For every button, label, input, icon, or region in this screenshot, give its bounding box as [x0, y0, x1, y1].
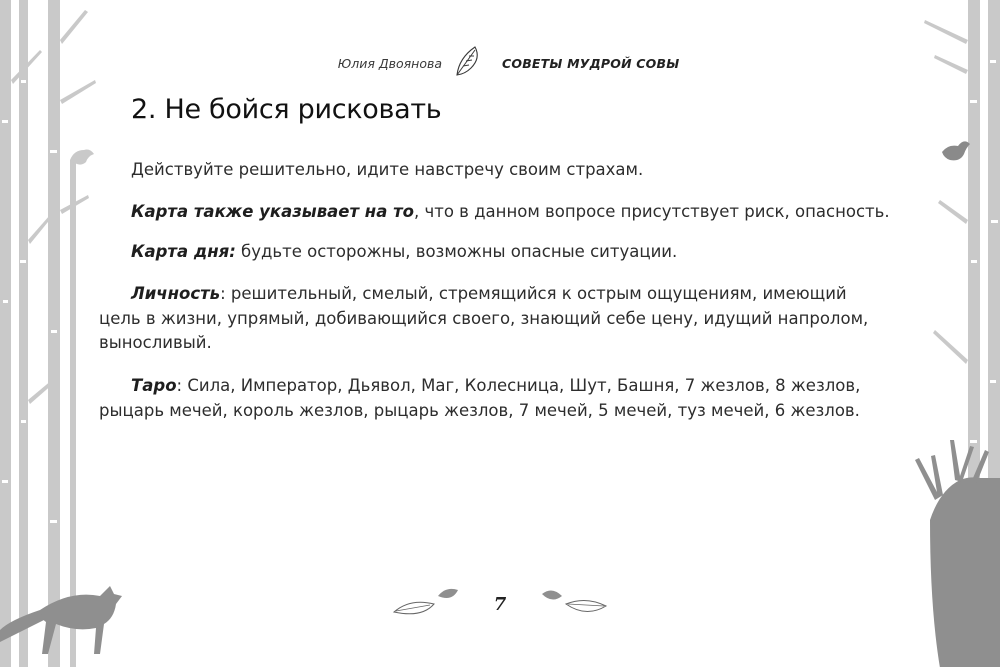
paragraph-2-text: , что в данном вопросе присутствует риск, опасность.: [413, 202, 890, 221]
paragraph-2-label: Карта также указывает на то: [131, 202, 414, 221]
paragraph-1-text: Действуйте решительно, идите навстречу своим страхам.: [131, 160, 644, 179]
paragraph-5-label: Таро: [131, 376, 177, 395]
book-title: СОВЕТЫ МУДРОЙ СОВЫ: [502, 56, 680, 71]
running-header: [0, 52, 1000, 76]
paragraph-5-line-1-text: : Сила, Император, Дьявол, Маг, Колесница, Шут, Башня, 7 жезлов, 8 жезлов,: [176, 376, 861, 395]
section-title: 2. Не бойся рисковать: [131, 94, 442, 125]
paragraph-4-line-2: цель в жизни, упрямый, добивающийся своего, знающий себе цену, идущий напролом,: [99, 308, 869, 328]
paragraph-5-line-1: [99, 374, 903, 399]
paragraph-1: [131, 158, 903, 183]
paragraph-5: [99, 374, 903, 423]
paragraph-3-label: Карта дня:: [131, 242, 236, 261]
paragraph-3: [131, 240, 903, 265]
paragraph-2: [131, 200, 903, 225]
paragraph-4-line-1: [99, 282, 903, 307]
paragraph-4-label: Личность: [131, 284, 221, 303]
paragraph-4-line-1-text: : решительный, смелый, стремящийся к острым ощущениям, имеющий: [220, 284, 847, 303]
page-number: 7: [493, 594, 507, 615]
paragraph-4: [99, 282, 903, 356]
leaf-icon: [453, 44, 483, 82]
paragraph-3-text: будьте осторожны, возможны опасные ситуации.: [235, 242, 678, 261]
author-name: Юлия Двоянова: [337, 56, 442, 71]
paragraph-5-line-2: рыцарь мечей, король жезлов, рыцарь жезлов, 7 мечей, 5 мечей, туз мечей, 6 жезлов.: [99, 400, 860, 420]
paragraph-4-line-3: выносливый.: [99, 333, 212, 352]
